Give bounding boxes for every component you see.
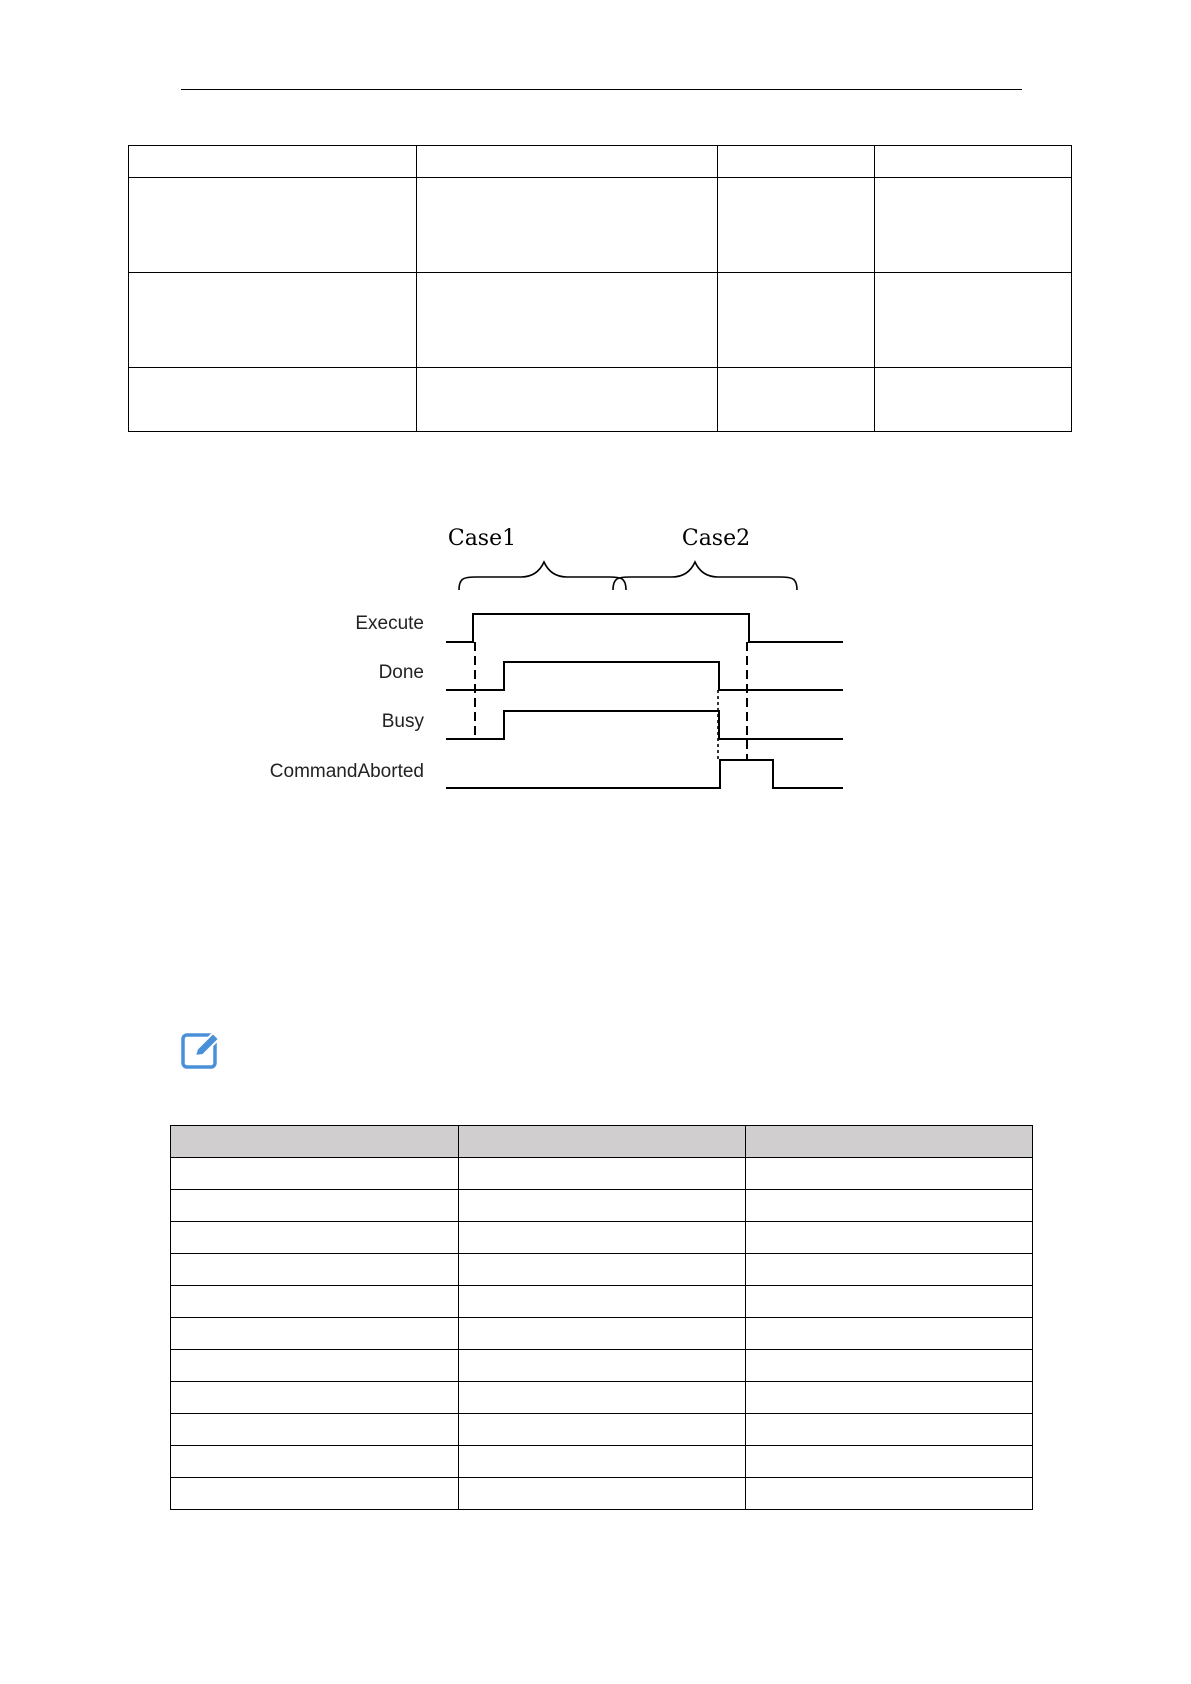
reference-table-cell [746, 1382, 1033, 1414]
reference-table-row [171, 1286, 1033, 1318]
reference-table-cell [171, 1254, 459, 1286]
reference-table-cell [459, 1446, 746, 1478]
signal-label-busy: Busy [381, 711, 424, 732]
parameter-table-cell [417, 368, 718, 432]
reference-table-cell [746, 1254, 1033, 1286]
reference-table-body [171, 1158, 1033, 1510]
reference-table-header-row [171, 1126, 1033, 1158]
parameter-table-cell [417, 273, 718, 368]
reference-table-cell [459, 1254, 746, 1286]
parameter-table-row [129, 273, 1072, 368]
reference-table-cell [459, 1286, 746, 1318]
parameter-table-cell [718, 178, 875, 273]
reference-table-cell [459, 1222, 746, 1254]
reference-table-row [171, 1190, 1033, 1222]
parameter-table-row [129, 146, 1072, 178]
done-waveform [446, 662, 843, 690]
parameter-table-cell [417, 178, 718, 273]
case1-label: Case1 [447, 526, 517, 551]
reference-table-cell [459, 1318, 746, 1350]
signal-label-done: Done [378, 662, 424, 683]
reference-table-cell [171, 1446, 459, 1478]
reference-table-cell [171, 1318, 459, 1350]
reference-table-head [171, 1126, 1033, 1158]
reference-table-cell [746, 1414, 1033, 1446]
parameter-table-cell [875, 368, 1072, 432]
parameter-table-cell [718, 273, 875, 368]
reference-table-cell [171, 1158, 459, 1190]
reference-table-cell [746, 1158, 1033, 1190]
header-rule [181, 89, 1022, 90]
reference-table-cell [746, 1190, 1033, 1222]
parameter-table-cell [129, 146, 417, 178]
parameter-table-cell [129, 178, 417, 273]
reference-table-cell [746, 1446, 1033, 1478]
case2-label: Case2 [681, 526, 751, 551]
busy-waveform [446, 711, 843, 739]
reference-table-cell [459, 1414, 746, 1446]
reference-table-row [171, 1158, 1033, 1190]
reference-table-cell [746, 1318, 1033, 1350]
reference-table-cell [746, 1286, 1033, 1318]
commandaborted-waveform [446, 760, 843, 788]
case2-brace [613, 562, 797, 590]
reference-table-cell [171, 1414, 459, 1446]
signal-label-commandaborted: CommandAborted [269, 761, 424, 782]
reference-table-header-cell [171, 1126, 459, 1158]
reference-table-row [171, 1446, 1033, 1478]
reference-table-row [171, 1414, 1033, 1446]
parameter-table-body [129, 146, 1072, 432]
reference-table-cell [171, 1478, 459, 1510]
parameter-table-cell [129, 273, 417, 368]
reference-table-header-cell [746, 1126, 1033, 1158]
reference-table-row [171, 1382, 1033, 1414]
reference-table-cell [171, 1190, 459, 1222]
parameter-table-cell [875, 146, 1072, 178]
case1-brace [459, 562, 626, 590]
execute-waveform [446, 614, 843, 642]
reference-table-cell [746, 1478, 1033, 1510]
reference-table-cell [459, 1478, 746, 1510]
reference-table-cell [171, 1350, 459, 1382]
parameter-table [128, 145, 1072, 432]
parameter-table-row [129, 368, 1072, 432]
parameter-table-cell [718, 368, 875, 432]
reference-table-cell [459, 1158, 746, 1190]
reference-table-cell [459, 1350, 746, 1382]
reference-table-cell [171, 1286, 459, 1318]
parameter-table-cell [875, 178, 1072, 273]
reference-table [170, 1125, 1033, 1510]
reference-table-cell [171, 1382, 459, 1414]
reference-table-row [171, 1254, 1033, 1286]
reference-table-cell [746, 1350, 1033, 1382]
reference-table-cell [459, 1190, 746, 1222]
signal-label-execute: Execute [355, 613, 424, 634]
reference-table-cell [746, 1222, 1033, 1254]
parameter-table-row [129, 178, 1072, 273]
edit-note-icon [180, 1027, 224, 1071]
parameter-table-cell [718, 146, 875, 178]
reference-table-row [171, 1478, 1033, 1510]
reference-table-cell [171, 1222, 459, 1254]
parameter-table-cell [417, 146, 718, 178]
timing-diagram [240, 515, 860, 795]
reference-table-row [171, 1318, 1033, 1350]
reference-table-cell [459, 1382, 746, 1414]
parameter-table-cell [875, 273, 1072, 368]
reference-table-header-cell [459, 1126, 746, 1158]
reference-table-row [171, 1222, 1033, 1254]
parameter-table-cell [129, 368, 417, 432]
reference-table-row [171, 1350, 1033, 1382]
